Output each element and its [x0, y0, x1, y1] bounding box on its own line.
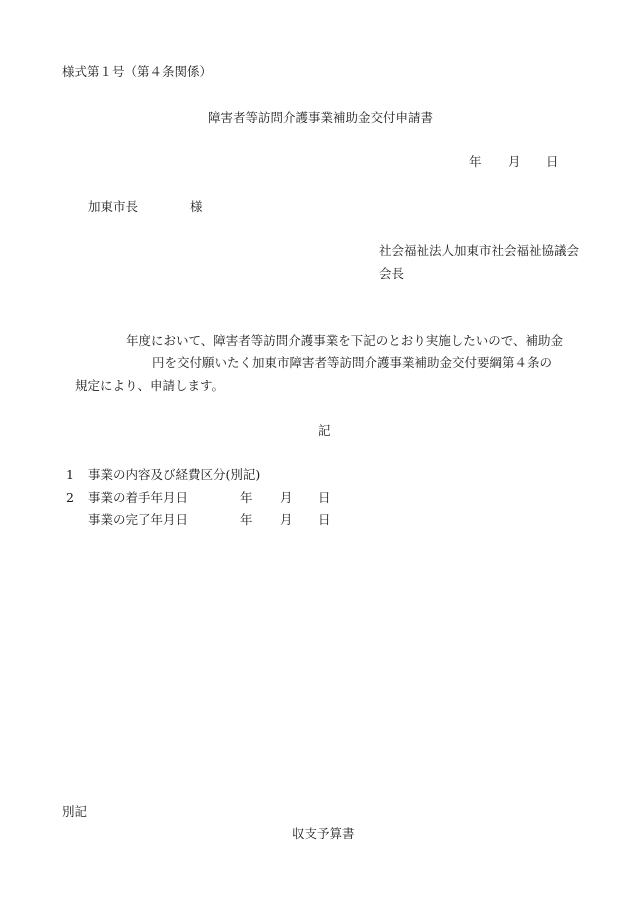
item-label: 事業の内容及び経費区分(別記) [88, 467, 261, 482]
body-line-3: 規定により、申請します。 [75, 378, 225, 393]
ki-heading: 記 [318, 423, 331, 438]
document-title: 障害者等訪問介護事業補助金交付申請書 [208, 110, 434, 125]
item-day-label: 日 [318, 512, 331, 527]
date-month-label: 月 [508, 154, 521, 169]
item-day-label: 日 [318, 490, 331, 505]
applicant-position: 会長 [379, 266, 405, 281]
applicant-organization: 社会福祉法人加東市社会福祉協議会 [379, 243, 580, 258]
item-label: 事業の完了年月日 [88, 512, 189, 527]
item-label: 事業の着手年月日 [88, 490, 189, 505]
item-number: 1 [66, 467, 74, 482]
addressee-name: 加東市長 [88, 199, 139, 214]
item-year-label: 年 [240, 512, 253, 527]
body-line-1: 年度において、障害者等訪問介護事業を下記のとおり実施したいので、補助金 [126, 333, 564, 348]
item-month-label: 月 [280, 490, 293, 505]
date-day-label: 日 [546, 154, 559, 169]
item-year-label: 年 [240, 490, 253, 505]
body-line-2: 円を交付願いたく加東市障害者等訪問介護事業補助金交付要綱第４条の [152, 355, 553, 370]
item-number: 2 [66, 490, 74, 505]
item-month-label: 月 [280, 512, 293, 527]
form-number: 様式第１号（第４条関係） [62, 64, 213, 79]
appendix-title: 収支予算書 [292, 826, 355, 841]
appendix-label: 別記 [62, 804, 88, 819]
addressee-honorific: 様 [190, 199, 203, 214]
date-year-label: 年 [469, 154, 482, 169]
